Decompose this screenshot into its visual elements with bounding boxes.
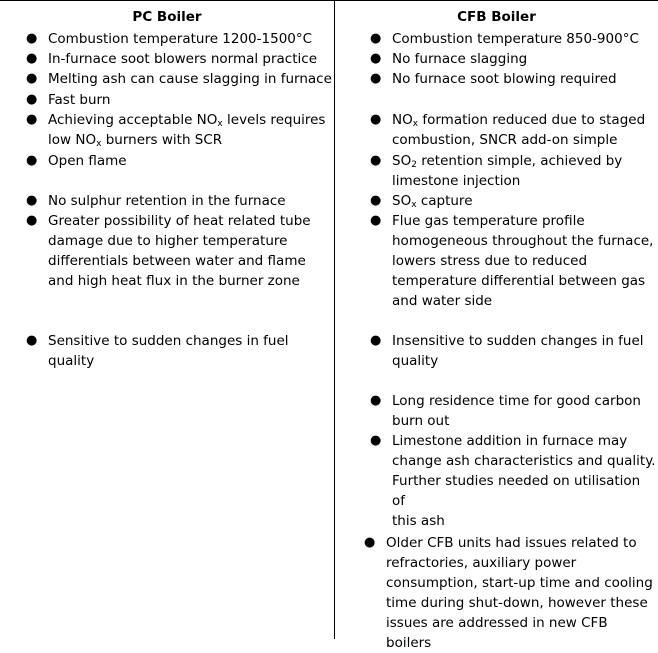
column-divider <box>334 0 335 639</box>
bullet-icon: ● <box>26 112 38 127</box>
bullet-icon: ● <box>370 333 382 348</box>
bullet-icon: ● <box>364 535 376 550</box>
bullet-icon: ● <box>370 433 382 448</box>
bullet-icon: ● <box>26 71 38 86</box>
pc-item: Greater possibility of heat related tube damage due to higher temperature differentials between water and flame and high heat flux in the burner zone <box>48 213 311 289</box>
bullet-icon: ● <box>370 112 382 127</box>
pc-item: No sulphur retention in the furnace <box>48 193 286 209</box>
pc-item: Sensitive to sudden changes in fuel quality <box>48 333 289 369</box>
bullet-icon: ● <box>26 51 38 66</box>
pc-item: Fast burn <box>48 92 111 108</box>
bullet-icon: ● <box>26 153 38 168</box>
bullet-icon: ● <box>26 333 38 348</box>
cfb-item: Older CFB units had issues related to refractories, auxiliary power consumption, start-up time and cooling time during shut-down, however these issues are addressed in new CFB boilers <box>386 535 653 651</box>
bullet-icon: ● <box>370 393 382 408</box>
cfb-item: Insensitive to sudden changes in fuel quality <box>392 333 644 369</box>
cfb-item: Combustion temperature 850-900°C <box>392 31 639 47</box>
cfb-item: $NO_x$ formation reduced due to staged combustion, SNCR add-on simple <box>392 112 646 148</box>
cfb-item: Limestone addition in furnace may change ash characteristics and quality. Further studies needed on utilisation of this ash <box>392 433 656 529</box>
bullet-icon: ● <box>370 213 382 228</box>
bullet-icon: ● <box>370 71 382 86</box>
bullet-icon: ● <box>370 31 382 46</box>
cfb-item: Long residence time for good carbon burn out <box>392 393 641 429</box>
bullet-icon: ● <box>26 31 38 46</box>
bullet-icon: ● <box>26 213 38 228</box>
cfb-item: $SO_x$ capture <box>392 193 473 210</box>
cfb-boiler-heading: CFB Boiler <box>457 9 536 25</box>
cfb-item: No furnace soot blowing required <box>392 71 617 87</box>
cfb-item: $SO_2$ retention simple, achieved by limestone injection <box>392 153 623 189</box>
top-border <box>0 0 658 1</box>
pc-item: Achieving acceptable $NO_x$ levels requires low $NO_x$ burners with SCR <box>48 112 326 149</box>
bullet-icon: ● <box>370 51 382 66</box>
bullet-icon: ● <box>370 193 382 208</box>
pc-boiler-heading: PC Boiler <box>132 9 202 25</box>
bullet-icon: ● <box>26 193 38 208</box>
pc-item: Melting ash can cause slagging in furnace <box>48 71 332 87</box>
pc-item: In-furnace soot blowers normal practice <box>48 51 317 67</box>
bullet-icon: ● <box>370 153 382 168</box>
pc-item: Open flame <box>48 153 127 169</box>
cfb-item: Flue gas temperature profile homogeneous throughout the furnace, lowers stress due to reduced temperature differential between gas and water side <box>392 213 654 309</box>
bullet-icon: ● <box>26 92 38 107</box>
cfb-item: No furnace slagging <box>392 51 528 67</box>
pc-item: Combustion temperature 1200-1500°C <box>48 31 313 47</box>
